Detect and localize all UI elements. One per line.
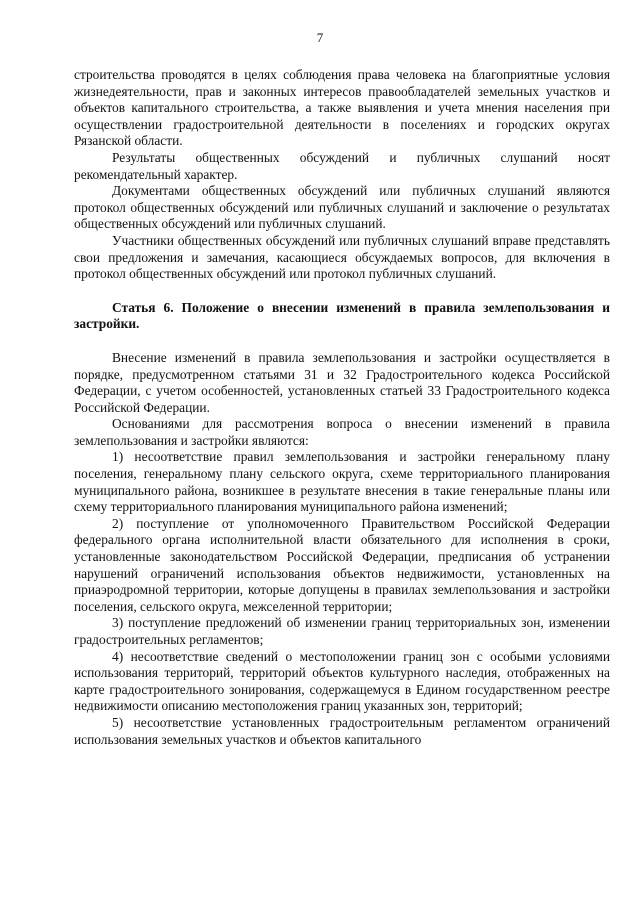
list-item: 3) поступление предложений об изменении границ территориальных зон, изменении градостроительных регламентов; bbox=[74, 615, 610, 647]
body-paragraph: строительства проводятся в целях соблюдения права человека на благоприятные условия жизнедеятельности, прав и законных интересов правообладателей земельных участков и объектов капитального строительства, а также выявления и учета мнения населения при осуществлении градостроительной деятельности в поселениях и городских округах Рязанской области. bbox=[74, 67, 610, 149]
body-paragraph: Документами общественных обсуждений или публичных слушаний являются протокол общественных обсуждений или публичных слушаний и заключение о результатах общественных обсуждений или публичных слушаний. bbox=[74, 183, 610, 232]
body-paragraph: Внесение изменений в правила землепользования и застройки осуществляется в порядке, предусмотренном статьями 31 и 32 Градостроительного кодекса Российской Федерации, с учетом особенностей, установленных статьей 33 Градостроительного кодекса Российской Федерации. bbox=[74, 349, 610, 415]
body-paragraph: Результаты общественных обсуждений и публичных слушаний носят рекомендательный характер. bbox=[74, 149, 610, 182]
page-body bbox=[74, 67, 610, 748]
list-item: 5) несоответствие установленных градостроительным регламентом ограничений использования земельных участков и объектов капитального bbox=[74, 714, 610, 747]
page-number: 7 bbox=[316, 30, 324, 45]
body-paragraph: Основаниями для рассмотрения вопроса о внесении изменений в правила землепользования и застройки являются: bbox=[74, 416, 610, 448]
list-item: 4) несоответствие сведений о местоположении границ зон с особыми условиями использования территорий, территорий объектов культурного наследия, отображенных на карте градостроительного зонирования, содержащемуся в Едином государственном реестре недвижимости описанию местоположения границ указанных зон, территорий; bbox=[74, 648, 610, 714]
article-heading: Статья 6. Положение о внесении изменений в правила землепользования и застройки. bbox=[74, 299, 610, 332]
body-paragraph: Участники общественных обсуждений или публичных слушаний вправе представлять свои предложения и замечания, касающиеся обсуждаемых вопросов, для включения в протокол общественных обсуждений или протокол публичных слушаний. bbox=[74, 232, 610, 282]
list-item: 1) несоответствие правил землепользования и застройки генеральному плану поселения, генеральному плану сельского округа, схеме территориального планирования муниципального района, возникшее в результате внесения в такие генеральные планы или схему территориального планирования муниципального района изменений; bbox=[74, 449, 610, 515]
list-item: 2) поступление от уполномоченного Правительством Российской Федерации федерального органа исполнительной власти обязательного для исполнения в сроки, установленные законодательством Российской Федерации, предписания об устранении нарушений ограничений использования объектов недвижимости, установленных на приаэродромной территории, которые допущены в правилах землепользования и застройки поселения, сельского округа, межселенной территории; bbox=[74, 515, 610, 614]
